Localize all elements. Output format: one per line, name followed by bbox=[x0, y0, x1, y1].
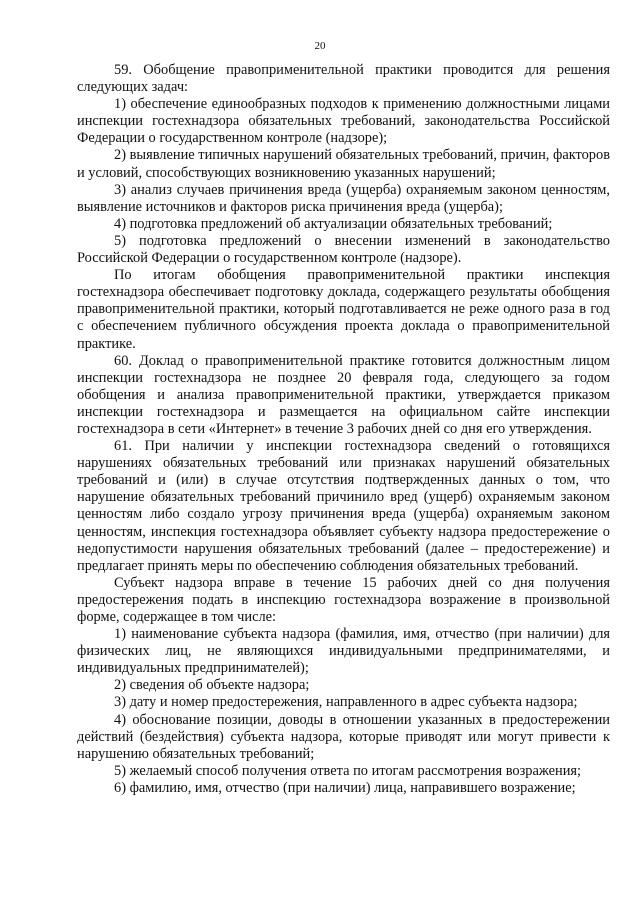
list-item-59-5: 5) подготовка предложений о внесении изменений в законодательство Российской Федерации о государственном контроле (надзоре). bbox=[77, 232, 610, 267]
list-item-61-3: 3) дату и номер предостережения, направленного в адрес субъекта надзора; bbox=[114, 694, 578, 711]
list-item-61-4: 4) обоснование позиции, доводы в отношении указанных в предостережении действий (бездействия) субъекта надзора, которые приводят или могут привести к нарушению обязательных требований; bbox=[77, 711, 610, 762]
list-item-59-3: 3) анализ случаев причинения вреда (ущерба) охраняемым законом ценностям, выявление источников и факторов риска причинения вреда (ущерба); bbox=[77, 181, 610, 215]
list-item-61-5: 5) желаемый способ получения ответа по итогам рассмотрения возражения; bbox=[114, 762, 582, 779]
list-item-61-1: 1) наименование субъекта надзора (фамилия, имя, отчество (при наличии) для физических лиц, не являющихся индивидуальными предпринимателями, и индивидуальных предпринимателей); bbox=[77, 626, 610, 677]
paragraph-60: 60. Доклад о правоприменительной практике готовится должностным лицом инспекции гостехнадзора не позднее 20 февраля года, следующего за годом обобщения и анализа правоприменительной практики, утверждается приказом инспекции гостехнадзора и размещается на официальном сайте инспекции гостехнадзора в сети «Интернет» в течение 3 рабочих дней со дня его утверждения. bbox=[77, 352, 610, 437]
paragraph-59-results: По итогам обобщения правоприменительной практики инспекция гостехнадзора обеспечивает подготовку доклада, содержащего результаты обобщения правоприменительной практики, который подготавливается не реже одного раза в год с обеспечением публичного обсуждения проекта доклада о правоприменительной практике. bbox=[77, 267, 610, 352]
paragraph-61-objection: Субъект надзора вправе в течение 15 рабочих дней со дня получения предостережения подать в инспекцию гостехнадзора возражение в произвольной форме, содержащее в том числе: bbox=[77, 574, 610, 625]
list-item-61-2: 2) сведения об объекте надзора; bbox=[114, 677, 310, 694]
paragraph-59-intro: 59. Обобщение правоприменительной практики проводится для решения следующих задач: bbox=[77, 62, 610, 96]
list-item-61-6: 6) фамилию, имя, отчество (при наличии) лица, направившего возражение; bbox=[114, 779, 576, 796]
page-number: 20 bbox=[314, 40, 326, 52]
list-item-59-1: 1) обеспечение единообразных подходов к применению должностными лицами инспекции гостехнадзора обязательных требований, законодательства Российской Федерации о государственном контроле (надзоре); bbox=[77, 96, 610, 147]
document-body bbox=[77, 62, 610, 797]
list-item-59-2: 2) выявление типичных нарушений обязательных требований, причин, факторов и условий, способствующих возникновению указанных нарушений; bbox=[77, 147, 610, 181]
paragraph-61: 61. При наличии у инспекции гостехнадзора сведений о готовящихся нарушениях обязательных требований или признаках нарушений обязательных требований и (или) в случае отсутствия подтвержденных данных о том, что нарушение обязательных требований причинило вред (ущерб) охраняемым законом ценностям либо создало угрозу причинения вреда (ущерба) охраняемым законом ценностям, инспекция гостехнадзора объявляет субъекту надзора предостережение о недопустимости нарушения обязательных требований (далее – предостережение) и предлагает принять меры по обеспечению соблюдения обязательных требований. bbox=[77, 438, 610, 574]
list-item-59-4: 4) подготовка предложений об актуализации обязательных требований; bbox=[114, 215, 553, 232]
